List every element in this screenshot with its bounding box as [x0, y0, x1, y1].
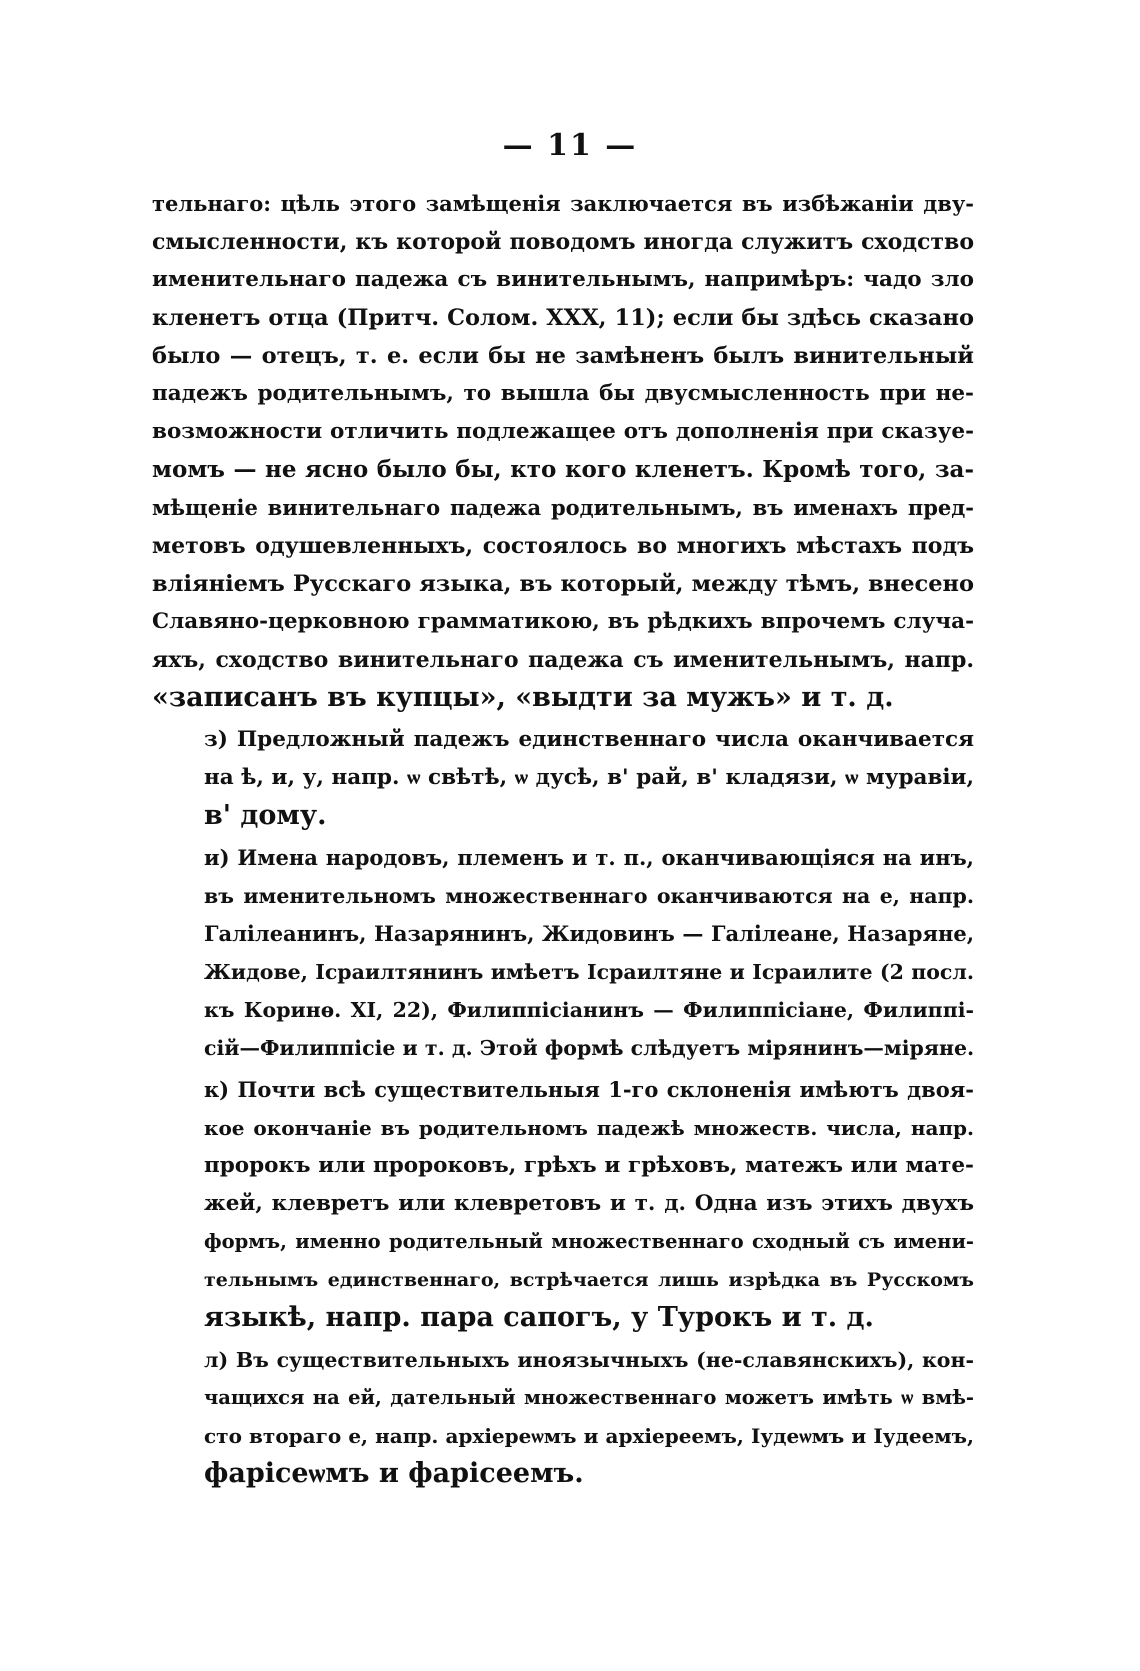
text-line: метовъ одушевленныхъ, состоялось во многихъ мѣстахъ подъ [152, 533, 974, 559]
text-line: кое окончаніе въ родительномъ падежѣ множеств. числа, напр. [204, 1116, 974, 1140]
text-line: мѣщеніе винительнаго падежа родительнымъ, въ именахъ пред- [152, 495, 974, 520]
text-line: именительнаго падежа съ винительнымъ, напримѣръ: чадо зло [152, 267, 974, 292]
text-line: з) Предложный падежъ единственнаго числа оканчивается [204, 727, 974, 752]
text-line: момъ — не ясно было бы, кто кого кленетъ. Кромѣ того, за- [152, 456, 974, 483]
text-line: «записанъ въ купцы», «выдти за мужъ» и т. д. [152, 682, 894, 713]
text-line: жей, клевретъ или клевретовъ и т. д. Одна изъ этихъ двухъ [204, 1191, 974, 1216]
text-line: Галілеанинъ, Назарянинъ, Жидовинъ — Галілеане, Назаряне, [204, 921, 974, 946]
text-line: смысленности, къ которой поводомъ иногда служитъ сходство [152, 229, 974, 255]
text-line: формъ, именно родительный множественнаго сходный съ имени- [204, 1230, 974, 1253]
text-line: вліяніемъ Русскаго языка, въ который, между тѣмъ, внесено [152, 571, 974, 597]
text-line: яхъ, сходство винительнаго падежа съ именительнымъ, напр. [152, 647, 974, 673]
text-line: языкѣ, напр. пара сапогъ, у Турокъ и т. д. [204, 1302, 874, 1333]
text-line: к) Почти всѣ существительныя 1-го склоненія имѣютъ двоя- [204, 1077, 974, 1102]
text-line: в' дому. [204, 800, 327, 831]
text-line: Жидове, Ісраилтянинъ имѣетъ Ісраилтяне и Ісраилите (2 посл. [204, 960, 974, 984]
body-text [152, 185, 974, 1497]
text-line: къ Коринѳ. XI, 22), Филиппісіанинъ — Филиппісіане, Филиппі- [204, 998, 974, 1022]
text-line: возможности отличить подлежащее отъ дополненія при сказуе- [152, 419, 974, 444]
text-line: сто втораго е, напр. архіереѡмъ и архіереемъ, Іудеѡмъ и Іудеемъ, [204, 1424, 974, 1448]
paragraph [152, 1341, 974, 1493]
text-line: въ именительномъ множественнаго оканчиваются на е, напр. [204, 884, 974, 908]
paragraph [152, 839, 974, 1067]
text-line: было — отецъ, т. е. если бы не замѣненъ былъ винительный [152, 343, 974, 369]
text-line: на ѣ, и, у, напр. ѡ свѣтѣ, ѡ дусѣ, в' рай, в' кладязи, ѡ муравіи, [204, 765, 974, 790]
text-line: падежъ родительнымъ, то вышла бы двусмысленность при не- [152, 381, 974, 406]
paragraph [152, 1071, 974, 1337]
text-line: фарісеѡмъ и фарісеемъ. [204, 1458, 584, 1489]
text-line: кленетъ отца (Притч. Солом. XXX, 11); если бы здѣсь сказано [152, 305, 974, 331]
text-line: тельнымъ единственнаго, встрѣчается лишь изрѣдка въ Русскомъ [204, 1269, 974, 1291]
text-line: чащихся на ей, дательный множественнаго можетъ имѣть ѡ вмѣ- [204, 1386, 974, 1409]
paragraph [152, 185, 974, 717]
text-line: л) Въ существительныхъ иноязычныхъ (не-славянскихъ), кон- [204, 1348, 974, 1372]
text-line: и) Имена народовъ, племенъ и т. п., оканчивающіяся на инъ, [204, 845, 974, 870]
page-number: — 11 — [502, 128, 638, 163]
paragraph [152, 721, 974, 835]
text-line: сій—Филиппісіе и т. д. Этой формѣ слѣдуетъ мірянинъ—міряне. [204, 1036, 975, 1060]
text-line: пророкъ или пророковъ, грѣхъ и грѣховъ, матежъ или мате- [204, 1153, 974, 1178]
text-line: тельнаго: цѣль этого замѣщенія заключается въ избѣжаніи дву- [152, 191, 974, 216]
text-line: Славяно-церковною грамматикою, въ рѣдкихъ впрочемъ случа- [152, 609, 974, 634]
